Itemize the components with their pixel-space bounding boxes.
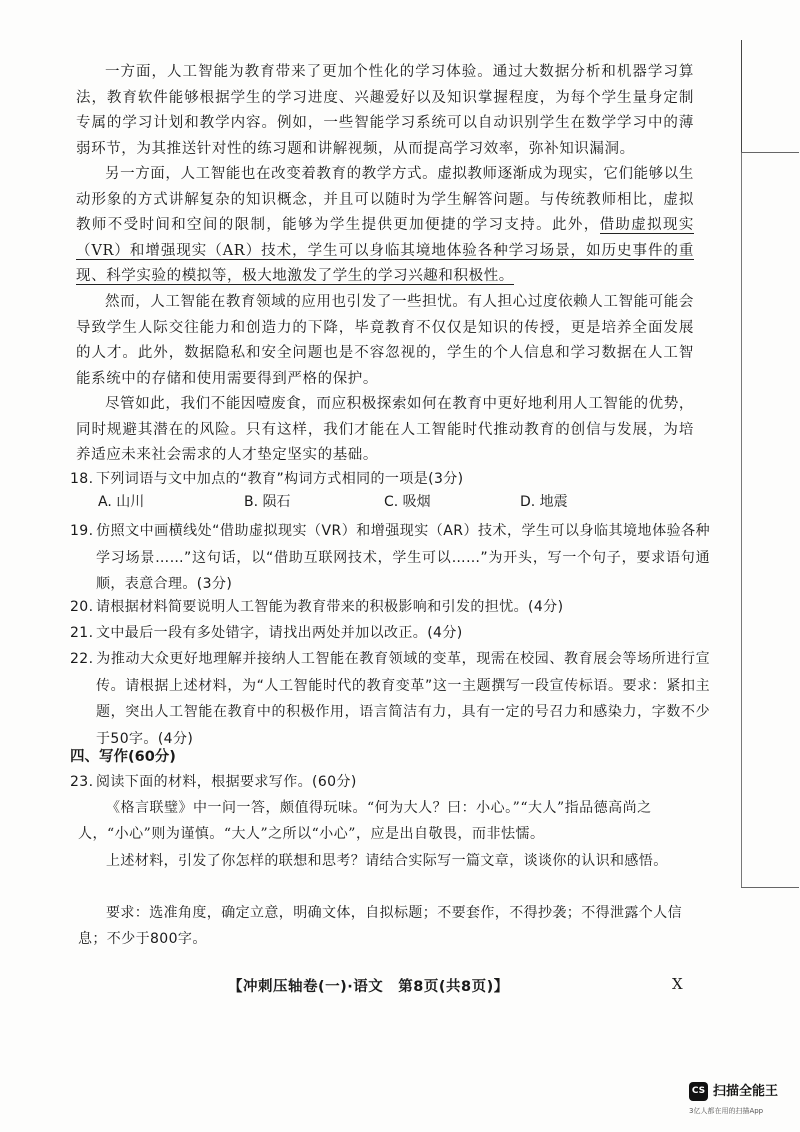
option-d: D. 地震 (520, 494, 568, 510)
page-edge-line-top (741, 40, 742, 152)
writing-requirements: 要求：选准角度，确定立意，明确文体，自拟标题；不要套作，不得抄袭；不得泄露个人信息；不少于800字。 (78, 905, 682, 947)
passage-paragraph-1: 一方面，人工智能为教育带来了更加个性化的学习体验。通过大数据分析和机器学习算法，教育软件能够根据学生的学习进度、兴趣爱好以及知识掌握程度，为每个学生量身定制专属的学习计划和教学内容。例如，一些智能学习系统可以自动识别学生在数学学习中的薄弱环节，为其推送针对性的练习题和讲解视频，从而提高学习效率，弥补知识漏洞。 (76, 64, 694, 157)
question-21 (70, 620, 710, 647)
question-19 (70, 518, 710, 598)
underlined-sentence: 借助虚拟现实（VR）和增强现实（AR）技术，学生可以身临其境地体验各种学习场景，如历史事件的重现、科学实验的模拟等，极大地激发了学生的学习兴趣和积极性。 (76, 217, 694, 285)
question-number: 18. (70, 471, 94, 487)
page-edge-line-bottom (741, 152, 742, 887)
scanner-watermark (689, 1082, 799, 1126)
question-text: 下列词语与文中加点的“教育”构词方式相同的一项是(3分) (96, 471, 464, 487)
option-a: A. 山川 (98, 494, 145, 510)
question-number: 20. (70, 599, 94, 615)
question-text: 仿照文中画横线处“借助虚拟现实（VR）和增强现实（AR）技术，学生可以身临其境地体验各种学习场景……”这句话，以“借助互联网技术，学生可以……”为开头，写一个句子，要求语句通顺，表意合理。(3分) (96, 523, 710, 592)
question-number: 19. (70, 523, 94, 539)
question-22 (70, 646, 710, 752)
passage-paragraph-2-text: 另一方面，人工智能也在改变着教育的教学方式。虚拟教师逐渐成为现实，它们能够以生动形象的方式讲解复杂的知识概念，并且可以随时为学生解答问题。与传统教师相比，虚拟教师不受时间和空间的限制，能够为学生提供更加便捷的学习支持。此外， (76, 166, 694, 234)
camscanner-logo-icon: CS (689, 1082, 708, 1101)
question-text: 请根据材料简要说明人工智能为教育带来的积极影响和引发的担忧。(4分) (96, 599, 564, 615)
question-text: 阅读下面的材料，根据要求写作。(60分) (96, 774, 357, 790)
question-23 (70, 769, 710, 796)
section-title: 四、写作(60分) (70, 749, 176, 765)
page-footer: 【冲刺压轴卷(一)·语文 第8页(共8页)】 (228, 979, 509, 995)
question-number: 21. (70, 625, 94, 641)
question-number: 23. (70, 774, 94, 790)
footer-mark: X (672, 975, 683, 993)
fold-mark-bottom (741, 887, 799, 888)
passage-paragraph-3: 然而，人工智能在教育领域的应用也引发了一些担忧。有人担心过度依赖人工智能可能会导致学生人际交往能力和创造力的下降，毕竟教育不仅仅是知识的传授，更是培养全面发展的人才。此外，数据隐私和安全问题也是不容忽视的，学生的个人信息和学习数据在人工智能系统中的存储和使用需要得到严格的保护。 (76, 294, 694, 387)
question-text: 文中最后一段有多处错字，请找出两处并加以改正。(4分) (96, 625, 463, 641)
watermark-app-name: 扫描全能王 (713, 1084, 779, 1099)
question-20 (70, 594, 710, 621)
writing-prompt: 上述材料，引发了你怎样的联想和思考？请结合实际写一篇文章，谈谈你的认识和感悟。 (106, 853, 668, 869)
question-18 (70, 466, 710, 493)
option-c: C. 吸烟 (384, 494, 431, 510)
passage-paragraph-2 (76, 162, 694, 290)
question-text: 为推动大众更好地理解并接纳人工智能在教育领域的变革，现需在校园、教育展会等场所进行宣传。请根据上述材料，为“人工智能时代的教育变革”这一主题撰写一段宣传标语。要求：紧扣主题，突出人工智能在教育中的积极作用，语言简洁有力，具有一定的号召力和感染力，字数不少于50字。(4分) (96, 651, 710, 747)
option-b: B. 陨石 (244, 494, 291, 510)
question-number: 22. (70, 651, 94, 667)
writing-material: 《格言联璧》中一问一答，颇值得玩味。“何为大人？曰：小心。”“大人”指品德高尚之人，“小心”则为谨慎。“大人”之所以“小心”，应是出自敬畏，而非怯懦。 (78, 800, 652, 842)
passage-paragraph-4: 尽管如此，我们不能因噎废食，而应积极探索如何在教育中更好地利用人工智能的优势，同时规避其潜在的风险。只有这样，我们才能在人工智能时代推动教育的创信与发展，为培养适应未来社会需求的人才垫定坚实的基础。 (76, 396, 694, 464)
watermark-tagline: 3亿人都在用的扫描App (689, 1107, 764, 1115)
fold-mark-top (741, 152, 799, 153)
